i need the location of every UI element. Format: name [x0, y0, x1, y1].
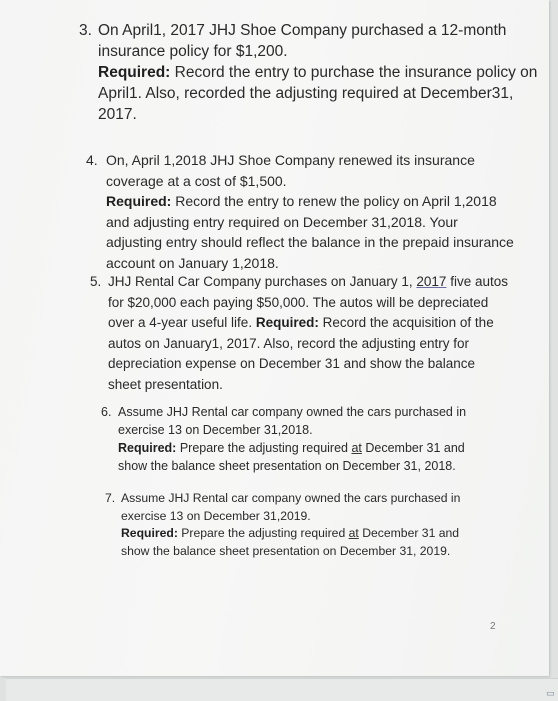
required-label: Required:	[255, 315, 319, 330]
item-text: exercise 13 on December 31,2018.	[118, 423, 313, 437]
required-text: depreciation expense on December 31 and show the balance	[108, 356, 475, 371]
required-text: Record the entry to purchase the insurance policy on	[174, 64, 538, 81]
required-text: adjusting entry should reflect the balance in the prepaid insurance	[106, 234, 514, 250]
item-number: 4.	[86, 152, 98, 168]
required-text: December 31 and	[361, 441, 465, 455]
required-text: December 31 and	[358, 526, 460, 540]
item-number: 5.	[90, 274, 102, 289]
required-text: show the balance sheet presentation on December 31, 2018.	[118, 459, 456, 473]
exercise-3	[79, 20, 537, 125]
page-bottom-edge	[6, 678, 558, 701]
item-text: five autos	[446, 274, 508, 289]
required-text: April1. Also, recorded the adjusting required at December31,	[98, 85, 514, 102]
item-number: 6.	[101, 405, 112, 419]
page-number: 2	[490, 621, 496, 632]
required-label: Required:	[98, 64, 171, 81]
exercise-6	[101, 403, 466, 475]
required-label: Required:	[106, 193, 172, 209]
item-text: over a 4-year useful life.	[108, 315, 256, 330]
required-text: autos on January1, 2017. Also, record the adjusting entry for	[108, 335, 469, 351]
required-text: account on January 1,2018.	[106, 254, 279, 271]
required-text: 2017.	[98, 106, 137, 123]
underlined-word: at	[348, 526, 359, 540]
required-text: and adjusting entry required on December 31,2018. Your	[106, 213, 458, 230]
required-text: Prepare the adjusting required	[179, 441, 352, 455]
required-label: Required:	[121, 526, 178, 540]
required-text: sheet presentation.	[108, 376, 223, 392]
item-text: insurance policy for $1,200.	[98, 43, 288, 60]
item-text: Assume JHJ Rental car company owned the cars purchased in	[118, 405, 467, 419]
required-text: Record the entry to renew the policy on April 1,2018	[175, 193, 497, 209]
required-text: Record the acquisition of the	[318, 315, 494, 330]
exercise-7	[105, 490, 460, 560]
required-text: show the balance sheet presentation on December 31, 2019.	[121, 543, 451, 558]
exercise-4	[86, 150, 514, 273]
underlined-word: at	[351, 441, 362, 455]
corner-icon: ▭	[546, 688, 555, 698]
item-text: JHJ Rental Car Company purchases on January 1,	[108, 274, 417, 289]
item-text: exercise 13 on December 31,2019.	[121, 508, 311, 523]
item-text: Assume JHJ Rental car company owned the cars purchased in	[121, 491, 461, 505]
item-text: coverage at a cost of $1,500.	[106, 172, 287, 189]
item-text: On April1, 2017 JHJ Shoe Company purchased a 12-month	[98, 22, 507, 39]
required-label: Required:	[118, 441, 177, 455]
exercise-5	[90, 272, 508, 395]
required-text: Prepare the adjusting required	[181, 526, 349, 540]
underlined-year: 2017	[416, 274, 447, 289]
item-number: 3.	[79, 22, 92, 39]
item-text: for $20,000 each paying $50,000. The autos will be depreciated	[108, 294, 489, 310]
item-number: 7.	[105, 491, 116, 505]
item-text: On, April 1,2018 JHJ Shoe Company renewed its insurance	[106, 152, 475, 168]
